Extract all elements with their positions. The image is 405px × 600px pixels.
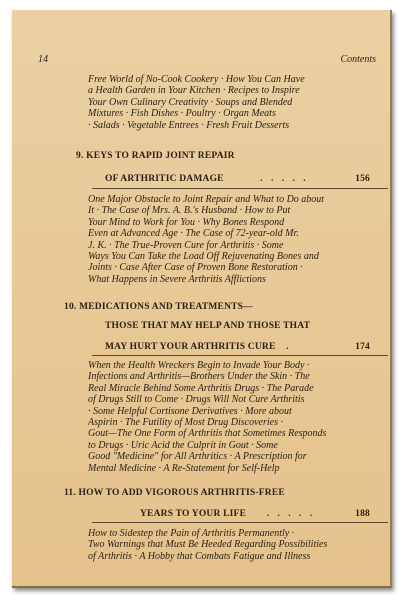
continued-contents (88, 74, 380, 131)
chapter-9-contents (88, 194, 380, 285)
book-page (12, 10, 392, 588)
divider (92, 522, 388, 523)
chapter-title-line: MAY HURT YOUR ARTHRITIS CURE (105, 342, 276, 352)
contents-line: How to Sidestep the Pain of Arthritis Permanently · (88, 528, 295, 539)
contents-line: Ways You Can Take the Load Off Rejuvenating Bones and (88, 251, 319, 263)
chapter-9-heading-cont (105, 174, 390, 184)
chapter-number: 9. (76, 151, 84, 161)
running-title: Contents (340, 54, 376, 65)
chapter-title-line: MEDICATIONS AND TREATMENTS— (79, 302, 253, 312)
chapter-10-contents (88, 360, 380, 474)
chapter-page-number: 174 (355, 342, 370, 352)
contents-line: Good "Medicine" for All Arthritics · A Prescription for (88, 451, 307, 463)
chapter-10-heading (64, 302, 253, 312)
chapter-11-heading-cont (140, 509, 390, 519)
chapter-number: 10. (64, 302, 77, 312)
divider (92, 355, 388, 356)
contents-line: One Major Obstacle to Joint Repair and What to Do about (88, 194, 325, 205)
dot-leader: . . . . . (260, 174, 309, 184)
contents-line: Aspirin · The Futility of Most Drug Discoveries · (88, 417, 283, 429)
contents-line: Your Mind to Work for You · Why Bones Respond (88, 216, 285, 228)
dot-leader: . . . . . (266, 509, 316, 519)
contents-line: Gout—The One Form of Arthritis that Sometimes Responds (88, 428, 327, 440)
chapter-9-heading (76, 151, 235, 161)
contents-line: Even at Advanced Age · The Case of 72-year-old Mr. (88, 228, 299, 240)
contents-line: Two Warnings that Must Be Heeded Regarding Possibilities (88, 539, 328, 551)
contents-line: When the Health Wreckers Begin to Invade Your Body · (88, 360, 310, 371)
contents-line: Mental Medicine · A Re-Statement for Self-Help (88, 462, 280, 474)
chapter-10-heading-line2 (105, 321, 310, 331)
contents-line: to Drugs · Uric Acid the Culprit in Gout · Some (88, 439, 278, 451)
chapter-page-number: 188 (355, 509, 370, 519)
divider (92, 188, 388, 189)
contents-line: Real Miracle Behind Some Arthritis Drugs · The Parade (88, 382, 314, 394)
chapter-number: 11. (64, 488, 76, 498)
contents-line: J. K. · The True-Proven Cure for Arthritis · Some (88, 239, 284, 251)
dot-leader: . (286, 342, 292, 352)
chapter-title-line: HOW TO ADD VIGOROUS ARTHRITIS-FREE (78, 488, 285, 498)
contents-line: of Arthritis · A Hobby that Combats Fatigue and Illness (88, 550, 311, 562)
contents-line: Joints · Case After Case of Proven Bone Restoration · (88, 262, 303, 274)
chapter-10-heading-line3 (105, 342, 390, 352)
chapter-11-contents (88, 528, 380, 562)
contents-line: · Salads · Vegetable Entrees · Fresh Fruit Desserts (88, 119, 290, 131)
chapter-title-line: THOSE THAT MAY HELP AND THOSE THAT (105, 321, 311, 331)
page-number: 14 (38, 54, 48, 65)
contents-line: of Drugs Still to Come · Drugs Will Not Cure Arthritis (88, 394, 305, 406)
chapter-page-number: 156 (355, 174, 370, 184)
contents-line: a Health Garden in Your Kitchen · Recipes to Inspire (88, 85, 300, 97)
chapter-title-line: YEARS TO YOUR LIFE (140, 509, 247, 519)
contents-line: It · The Case of Mrs. A. B.'s Husband · How to Put (88, 205, 291, 217)
contents-line: Your Own Culinary Creativity · Soups and Blended (88, 96, 293, 108)
chapter-11-heading (64, 488, 285, 498)
contents-line: Free World of No-Cook Cookery · How You Can Have (88, 74, 305, 85)
contents-line: Infections and Arthritis—Brothers Under the Skin · The (88, 371, 310, 383)
contents-line: What Happens in Severe Arthritis Afflictions (88, 273, 266, 285)
chapter-title-line: KEYS TO RAPID JOINT REPAIR (86, 151, 235, 161)
contents-line: Mixtures · Fish Dishes · Poultry · Organ Meats (88, 108, 276, 120)
chapter-title-line: OF ARTHRITIC DAMAGE (105, 174, 224, 184)
contents-line: · Some Helpful Cortisone Derivatives · More about (88, 405, 292, 417)
